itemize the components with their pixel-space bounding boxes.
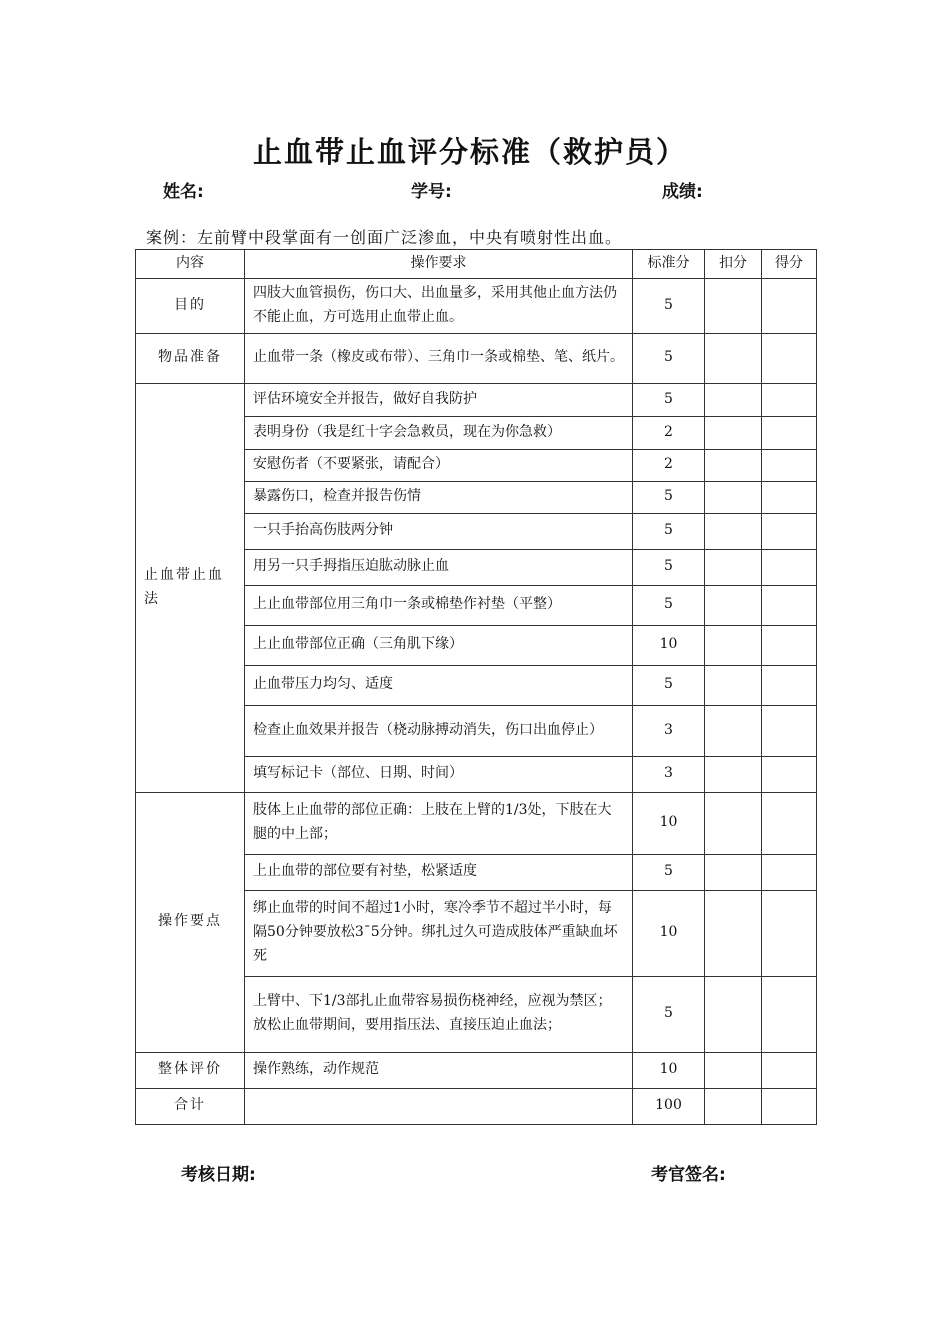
requirement-cell: 止血带一条（橡皮或布带）、三角巾一条或棉垫、笔、纸片。 bbox=[245, 333, 633, 383]
standard-score-cell: 5 bbox=[633, 383, 705, 416]
requirement-cell: 绑止血带的时间不超过1小时，寒冷季节不超过半小时，每隔50分钟要放松3¯5分钟。绑扎过久可造成肢体严重缺血坏死 bbox=[245, 890, 633, 976]
exam-date-label: 考核日期: bbox=[181, 1165, 256, 1185]
student-id-label: 学号: bbox=[411, 182, 452, 202]
requirement-cell: 上止血带部位用三角巾一条或棉垫作衬垫（平整） bbox=[245, 585, 633, 625]
header-content: 内容 bbox=[136, 250, 245, 279]
standard-score-cell: 3 bbox=[633, 756, 705, 792]
deduction-cell[interactable] bbox=[705, 854, 762, 890]
deduction-cell[interactable] bbox=[705, 792, 762, 854]
requirement-cell: 用另一只手拇指压迫肱动脉止血 bbox=[245, 549, 633, 585]
final-score-cell[interactable] bbox=[762, 854, 817, 890]
page-title: 止血带止血评分标准（救护员） bbox=[252, 135, 687, 169]
standard-score-cell: 2 bbox=[633, 449, 705, 481]
final-score-cell[interactable] bbox=[762, 513, 817, 549]
final-score-cell[interactable] bbox=[762, 976, 817, 1052]
table-row bbox=[136, 792, 817, 854]
standard-score-cell: 10 bbox=[633, 625, 705, 665]
standard-score-cell: 5 bbox=[633, 279, 705, 334]
deduction-cell[interactable] bbox=[705, 416, 762, 449]
table-row bbox=[136, 333, 817, 383]
deduction-cell[interactable] bbox=[705, 976, 762, 1052]
deduction-cell[interactable] bbox=[705, 333, 762, 383]
standard-score-cell: 5 bbox=[633, 976, 705, 1052]
standard-score-cell: 100 bbox=[633, 1088, 705, 1124]
case-description: 案例：左前臂中段掌面有一创面广泛渗血，中央有喷射性出血。 bbox=[146, 228, 623, 247]
final-score-cell[interactable] bbox=[762, 279, 817, 334]
category-cell: 整体评价 bbox=[136, 1052, 245, 1088]
standard-score-cell: 10 bbox=[633, 1052, 705, 1088]
deduction-cell[interactable] bbox=[705, 1052, 762, 1088]
table-row bbox=[136, 383, 817, 416]
standard-score-cell: 5 bbox=[633, 481, 705, 513]
header-deduction: 扣分 bbox=[705, 250, 762, 279]
standard-score-cell: 5 bbox=[633, 513, 705, 549]
requirement-cell: 暴露伤口，检查并报告伤情 bbox=[245, 481, 633, 513]
standard-score-cell: 10 bbox=[633, 890, 705, 976]
deduction-cell[interactable] bbox=[705, 890, 762, 976]
requirement-cell: 上止血带的部位要有衬垫，松紧适度 bbox=[245, 854, 633, 890]
scoring-table bbox=[135, 249, 817, 1125]
table-row bbox=[136, 279, 817, 334]
requirement-cell: 检查止血效果并报告（桡动脉搏动消失，伤口出血停止） bbox=[245, 705, 633, 756]
deduction-cell[interactable] bbox=[705, 1088, 762, 1124]
requirement-cell: 安慰伤者（不要紧张，请配合） bbox=[245, 449, 633, 481]
final-score-cell[interactable] bbox=[762, 1088, 817, 1124]
deduction-cell[interactable] bbox=[705, 705, 762, 756]
requirement-cell: 填写标记卡（部位、日期、时间） bbox=[245, 756, 633, 792]
standard-score-cell: 5 bbox=[633, 854, 705, 890]
table-row bbox=[136, 1088, 817, 1124]
header-standard-score: 标准分 bbox=[633, 250, 705, 279]
deduction-cell[interactable] bbox=[705, 665, 762, 705]
table-header-row bbox=[136, 250, 817, 279]
requirement-cell: 评估环境安全并报告，做好自我防护 bbox=[245, 383, 633, 416]
category-cell: 目的 bbox=[136, 279, 245, 334]
requirement-cell: 表明身份（我是红十字会急救员，现在为你急救） bbox=[245, 416, 633, 449]
final-score-cell[interactable] bbox=[762, 333, 817, 383]
category-cell: 操作要点 bbox=[136, 792, 245, 1052]
final-score-cell[interactable] bbox=[762, 890, 817, 976]
final-score-cell[interactable] bbox=[762, 665, 817, 705]
requirement-cell: 操作熟练，动作规范 bbox=[245, 1052, 633, 1088]
category-cell: 物品准备 bbox=[136, 333, 245, 383]
standard-score-cell: 2 bbox=[633, 416, 705, 449]
deduction-cell[interactable] bbox=[705, 549, 762, 585]
standard-score-cell: 5 bbox=[633, 665, 705, 705]
header-requirement: 操作要求 bbox=[245, 250, 633, 279]
standard-score-cell: 5 bbox=[633, 333, 705, 383]
final-score-cell[interactable] bbox=[762, 549, 817, 585]
requirement-cell: 肢体上止血带的部位正确：上肢在上臂的1/3处，下肢在大腿的中上部； bbox=[245, 792, 633, 854]
standard-score-cell: 10 bbox=[633, 792, 705, 854]
standard-score-cell: 3 bbox=[633, 705, 705, 756]
final-score-cell[interactable] bbox=[762, 383, 817, 416]
standard-score-cell: 5 bbox=[633, 549, 705, 585]
table-body bbox=[136, 279, 817, 1125]
deduction-cell[interactable] bbox=[705, 585, 762, 625]
deduction-cell[interactable] bbox=[705, 625, 762, 665]
deduction-cell[interactable] bbox=[705, 481, 762, 513]
requirement-cell bbox=[245, 1088, 633, 1124]
requirement-cell: 四肢大血管损伤，伤口大、出血量多，采用其他止血方法仍不能止血，方可选用止血带止血。 bbox=[245, 279, 633, 334]
examiner-signature-label: 考官签名: bbox=[651, 1165, 726, 1185]
deduction-cell[interactable] bbox=[705, 383, 762, 416]
category-cell: 止血带止血法 bbox=[136, 383, 245, 792]
name-label: 姓名: bbox=[163, 182, 204, 202]
deduction-cell[interactable] bbox=[705, 449, 762, 481]
score-label: 成绩: bbox=[662, 182, 703, 202]
final-score-cell[interactable] bbox=[762, 449, 817, 481]
requirement-cell: 上臂中、下1/3部扎止血带容易损伤桡神经，应视为禁区；放松止血带期间，要用指压法、直接压迫止血法； bbox=[245, 976, 633, 1052]
final-score-cell[interactable] bbox=[762, 625, 817, 665]
category-cell: 合计 bbox=[136, 1088, 245, 1124]
final-score-cell[interactable] bbox=[762, 481, 817, 513]
final-score-cell[interactable] bbox=[762, 756, 817, 792]
standard-score-cell: 5 bbox=[633, 585, 705, 625]
final-score-cell[interactable] bbox=[762, 1052, 817, 1088]
deduction-cell[interactable] bbox=[705, 279, 762, 334]
deduction-cell[interactable] bbox=[705, 756, 762, 792]
deduction-cell[interactable] bbox=[705, 513, 762, 549]
final-score-cell[interactable] bbox=[762, 416, 817, 449]
header-final-score: 得分 bbox=[762, 250, 817, 279]
final-score-cell[interactable] bbox=[762, 585, 817, 625]
table-row bbox=[136, 1052, 817, 1088]
final-score-cell[interactable] bbox=[762, 705, 817, 756]
final-score-cell[interactable] bbox=[762, 792, 817, 854]
requirement-cell: 止血带压力均匀、适度 bbox=[245, 665, 633, 705]
requirement-cell: 一只手抬高伤肢两分钟 bbox=[245, 513, 633, 549]
requirement-cell: 上止血带部位正确（三角肌下缘） bbox=[245, 625, 633, 665]
